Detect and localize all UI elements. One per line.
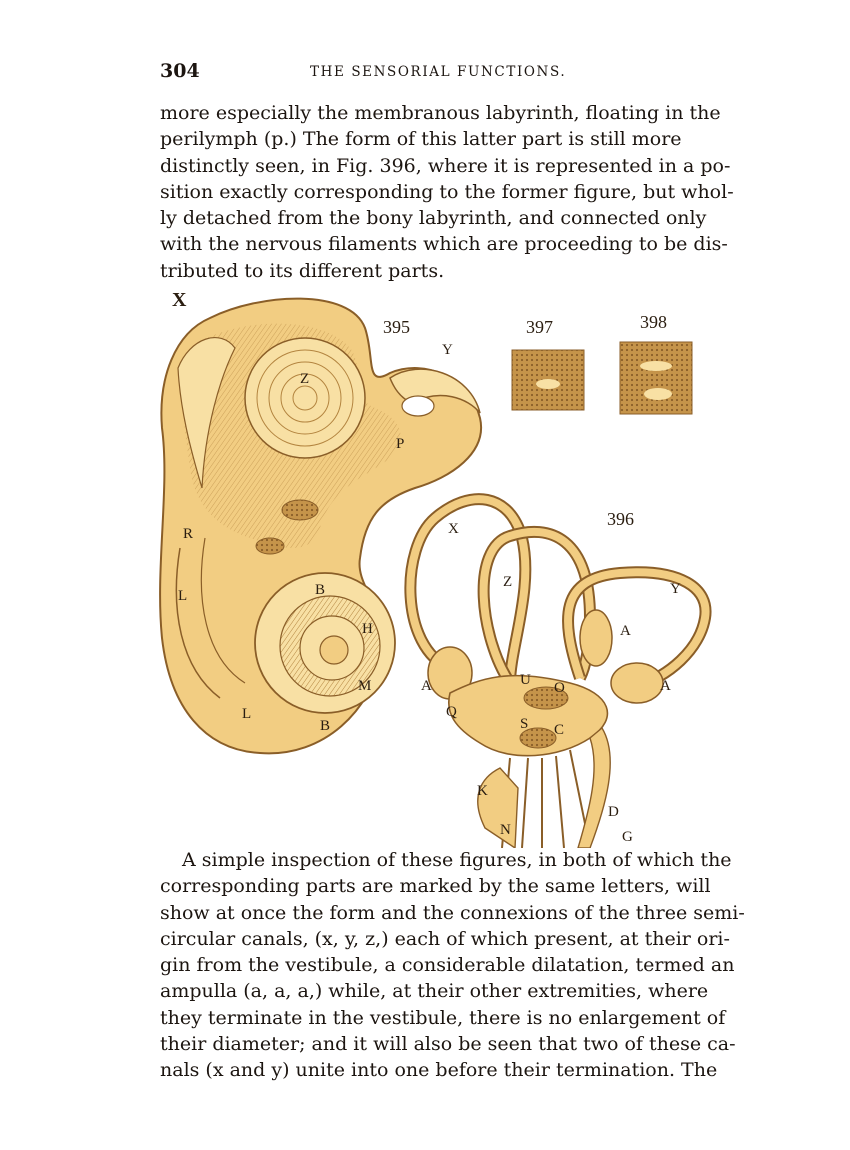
text-line: gin from the vestibule, a considerable dilatation, termed an [160, 954, 735, 977]
text-line: show at once the form and the connexions of the three semi- [160, 901, 745, 924]
text-line: distinctly seen, in Fig. 396, where it is represented in a po- [160, 154, 731, 177]
text-line: nals (x and y) unite into one before their termination. The [160, 1059, 718, 1082]
figure-number: 398 [640, 312, 667, 332]
text-line: with the nervous filaments which are proceeding to be dis- [160, 233, 728, 256]
label-z: Z [300, 371, 310, 387]
label-k: K [477, 783, 488, 799]
label-b: B [320, 718, 331, 734]
paragraph-bottom [160, 847, 745, 1084]
text-line: circular canals, (x, y, z,) each of which present, at their ori- [160, 927, 730, 950]
text-line: A simple inspection of these figures, in both of which the [182, 849, 732, 871]
paragraph-top [160, 100, 734, 284]
label-n: N [500, 822, 511, 838]
text-line: ly detached from the bony labyrinth, and connected only [160, 207, 707, 230]
label-o: O [554, 680, 565, 696]
figure-398-drawing [620, 312, 692, 414]
text-line: ampulla (a, a, a,) while, at their other extremities, where [160, 980, 709, 1003]
label-g: G [622, 829, 633, 845]
label-y: Y [442, 342, 453, 358]
label-r: R [183, 526, 194, 542]
figure-plate [150, 288, 720, 848]
label-u: U [520, 672, 531, 688]
label-c: C [554, 722, 565, 738]
label-a: A [660, 678, 671, 694]
label-y: Y [670, 581, 681, 597]
label-s: S [520, 716, 529, 732]
text-line: they terminate in the vestibule, there is no enlargement of [160, 1006, 726, 1029]
label-x: X [172, 289, 187, 311]
figure-number: 395 [383, 317, 410, 337]
label-a: A [620, 623, 631, 639]
text-line: corresponding parts are marked by the same letters, will [160, 875, 711, 898]
figure-number: 396 [607, 509, 634, 529]
label-z: Z [503, 574, 513, 590]
label-a: A [421, 678, 432, 694]
label-l: L [242, 706, 252, 722]
label-d: D [608, 804, 619, 820]
label-q: Q [446, 704, 457, 720]
page-number: 304 [160, 60, 200, 82]
label-h: H [362, 621, 373, 637]
text-line: sition exactly corresponding to the former figure, but whol- [160, 180, 734, 203]
figure-number: 397 [526, 317, 553, 337]
text-line: their diameter; and it will also be seen that two of these ca- [160, 1033, 736, 1056]
text-line: more especially the membranous labyrinth, floating in the [160, 102, 721, 124]
figure-397-drawing [512, 317, 584, 410]
text-line: perilymph (p.) The form of this latter part is still more [160, 128, 682, 151]
anatomical-illustration [150, 288, 720, 848]
label-p: P [396, 436, 405, 452]
label-m: M [358, 678, 372, 694]
label-l: L [178, 588, 188, 604]
page-header [160, 60, 692, 84]
text-line: tributed to its different parts. [160, 259, 445, 282]
label-b: B [315, 582, 326, 598]
running-head: THE SENSORIAL FUNCTIONS. [310, 64, 567, 80]
figure-396-drawing [410, 499, 705, 848]
label-x: X [448, 521, 459, 537]
